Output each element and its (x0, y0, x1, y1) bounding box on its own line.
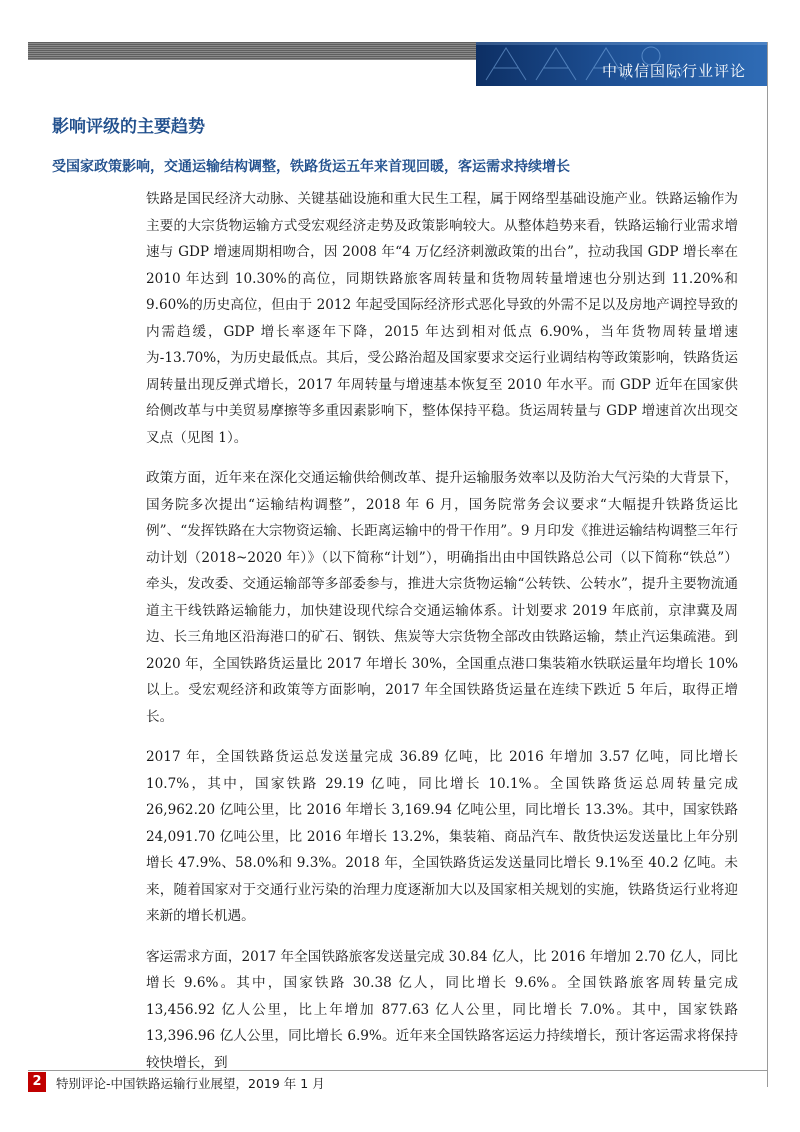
section-subtitle: 受国家政策影响，交通运输结构调整，铁路货运五年来首现回暖，客运需求持续增长 (52, 159, 570, 175)
body-text (146, 186, 738, 1090)
right-border-line (767, 42, 768, 1087)
section-title: 影响评级的主要趋势 (52, 117, 205, 137)
paragraph: 铁路是国民经济大动脉、关键基础设施和重大民生工程，属于网络型基础设施产业。铁路运输作为主要的大宗货物运输方式受宏观经济走势及政策影响较大。从整体趋势来看，铁路运输行业需求增速与 GDP 增速周期相吻合，因 2008 年“4 万亿经济刺激政策的出台”，拉动我国 GDP 增长率在 2010 年达到 10.30%的高位，同期铁路旅客周转量和货物周转量增速也分别达到 11.20%和 9.60%的历史高位，但由于 2012 年起受国际经济形式恶化导致的外需不足以及房地产调控导致的内需趋缓，GDP 增长率逐年下降，2015 年达到相对低点 6.90%，当年货物周转量增速为-13.70%，为历史最低点。其后，受公路治超及国家要求交运行业调结构等政策影响，铁路货运周转量出现反弹式增长，2017 年周转量与增速基本恢复至 2010 年水平。而 GDP 近年在国家供给侧改革与中美贸易摩擦等多重因素影响下，整体保持平稳。货运周转量与 GDP 增速首次出现交叉点（见图 1）。 (146, 191, 738, 446)
paragraph: 客运需求方面，2017 年全国铁路旅客发送量完成 30.84 亿人，比 2016 年增加 2.70 亿人，同比增长 9.6%。其中，国家铁路 30.38 亿人，同比增长 9.6%。全国铁路旅客周转量完成 13,456.92 亿人公里，比上年增加 877.63 亿人公里，同比增长 7.0%。其中，国家铁路 13,396.96 亿人公里，同比增长 6.9%。近年来全国铁路客运运力持续增长，预计客运需求将保持较快增长，到 (146, 948, 738, 1071)
header-brand-box (476, 42, 768, 86)
brand-title: 中诚信国际行业评论 (601, 62, 746, 80)
paragraph: 政策方面，近年来在深化交通运输供给侧改革、提升运输服务效率以及防治大气污染的大背景下，国务院多次提出“运输结构调整”，2018 年 6 月，国务院常务会议要求“大幅提升铁路货运比例”、“发挥铁路在大宗物资运输、长距离运输中的骨干作用”。9 月印发《推进运输结构调整三年行动计划（2018~2020 年）》（以下简称“计划”），明确指出由中国铁路总公司（以下简称“铁总”）牵头，发改委、交通运输部等多部委参与，推进大宗货物运输“公转铁、公转水”，提升主要物流通道主干线铁路运输能力，加快建设现代综合交通运输体系。计划要求 2019 年底前，京津冀及周边、长三角地区沿海港口的矿石、钢铁、焦炭等大宗货物全部改由铁路运输，禁止汽运集疏港。到 2020 年，全国铁路货运量比 2017 年增长 30%，全国重点港口集装箱水铁联运量年均增长 10%以上。受宏观经济和政策等方面影响，2017 年全国铁路货运量在连续下跌近 5 年后，取得正增长。 (146, 470, 738, 725)
footer-text: 特别评论-中国铁路运输行业展望，2019 年 1 月 (56, 1076, 325, 1091)
paragraph: 2017 年，全国铁路货运总发送量完成 36.89 亿吨，比 2016 年增加 3.57 亿吨，同比增长 10.7%，其中，国家铁路 29.19 亿吨，同比增长 10.1%。全国铁路货运总周转量完成 26,962.20 亿吨公里，比 2016 年增长 3,169.94 亿吨公里，同比增长 13.3%。其中，国家铁路 24,091.70 亿吨公里，比 2016 年增长 13.2%，集装箱、商品汽车、散货快运发送量比上年分别增长 47.9%、58.0%和 9.3%。2018 年，全国铁路货运发送量同比增长 9.1%至 40.2 亿吨。未来，随着国家对于交通行业污染的治理力度逐渐加大以及国家相关规划的实施，铁路货运行业将迎来新的增长机遇。 (146, 749, 738, 924)
footer-divider (28, 1070, 768, 1071)
page-number-badge: 2 (28, 1072, 46, 1092)
